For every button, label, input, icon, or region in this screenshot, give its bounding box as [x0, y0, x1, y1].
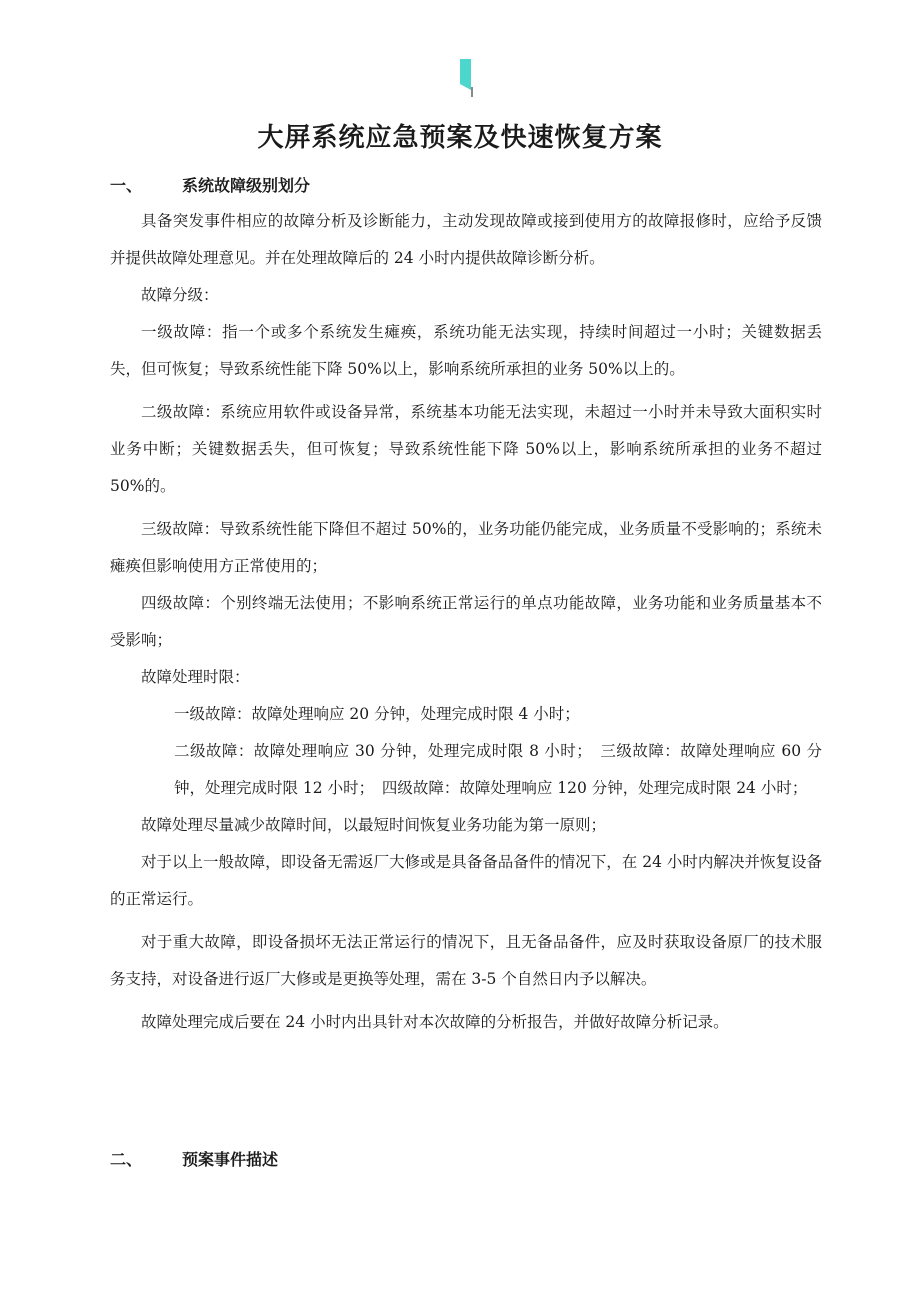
paragraph-grading-label: 故障分级：: [141, 286, 219, 304]
paragraph-level-2: 二级故障：系统应用软件或设备异常，系统基本功能无法实现，未超过一小时并未导致大面积实时业务中断；关键数据丢失，但可恢复；导致系统性能下降 50%以上，影响系统所承担的业务不超过 50%的。: [110, 403, 822, 495]
paragraph-level-1: 一级故障：指一个或多个系统发生瘫痪，系统功能无法实现，持续时间超过一小时；关键数据丢失，但可恢复；导致系统性能下降 50%以上，影响系统所承担的业务 50%以上的。: [110, 323, 822, 378]
section-heading-1: [110, 176, 310, 196]
section-title: 预案事件描述: [182, 1150, 279, 1169]
paragraph-general-fault: 对于以上一般故障，即设备无需返厂大修或是具备备品备件的情况下，在 24 小时内解决并恢复设备的正常运行。: [110, 853, 822, 908]
paragraph-limit-levels-2-4: 二级故障：故障处理响应 30 分钟，处理完成时限 8 小时； 三级故障：故障处理响应 60 分钟，处理完成时限 12 小时； 四级故障：故障处理响应 120 分钟，处理完成时限 24 小时；: [174, 742, 822, 797]
paragraph-intro: 具备突发事件相应的故障分析及诊断能力，主动发现故障或接到使用方的故障报修时，应给予反馈并提供故障处理意见。并在处理故障后的 24 小时内提供故障诊断分析。: [110, 212, 822, 267]
section-title: 系统故障级别划分: [182, 176, 311, 195]
section-number: 二、: [110, 1150, 143, 1169]
paragraph-level-3: 三级故障：导致系统性能下降但不超过 50%的，业务功能仍能完成，业务质量不受影响的；系统未瘫痪但影响使用方正常使用的；: [110, 520, 822, 575]
document-body: [110, 203, 822, 1041]
logo-mark: [459, 57, 473, 97]
document-title: 大屏系统应急预案及快速恢复方案: [257, 123, 663, 153]
section-number: 一、: [110, 176, 143, 195]
paragraph-principle: 故障处理尽量减少故障时间，以最短时间恢复业务功能为第一原则；: [141, 816, 607, 834]
paragraph-level-4: 四级故障：个别终端无法使用；不影响系统正常运行的单点功能故障，业务功能和业务质量基本不受影响；: [110, 594, 822, 649]
section-heading-2: [110, 1150, 278, 1170]
paragraph-report: 故障处理完成后要在 24 小时内出具针对本次故障的分析报告，并做好故障分析记录。: [141, 1013, 729, 1031]
paragraph-limit-level-1: 一级故障：故障处理响应 20 分钟，处理完成时限 4 小时；: [174, 705, 580, 723]
paragraph-time-limit-label: 故障处理时限：: [141, 668, 250, 686]
paragraph-major-fault: 对于重大故障，即设备损坏无法正常运行的情况下，且无备品备件，应及时获取设备原厂的技术服务支持，对设备进行返厂大修或是更换等处理，需在 3-5 个自然日内予以解决。: [110, 933, 822, 988]
